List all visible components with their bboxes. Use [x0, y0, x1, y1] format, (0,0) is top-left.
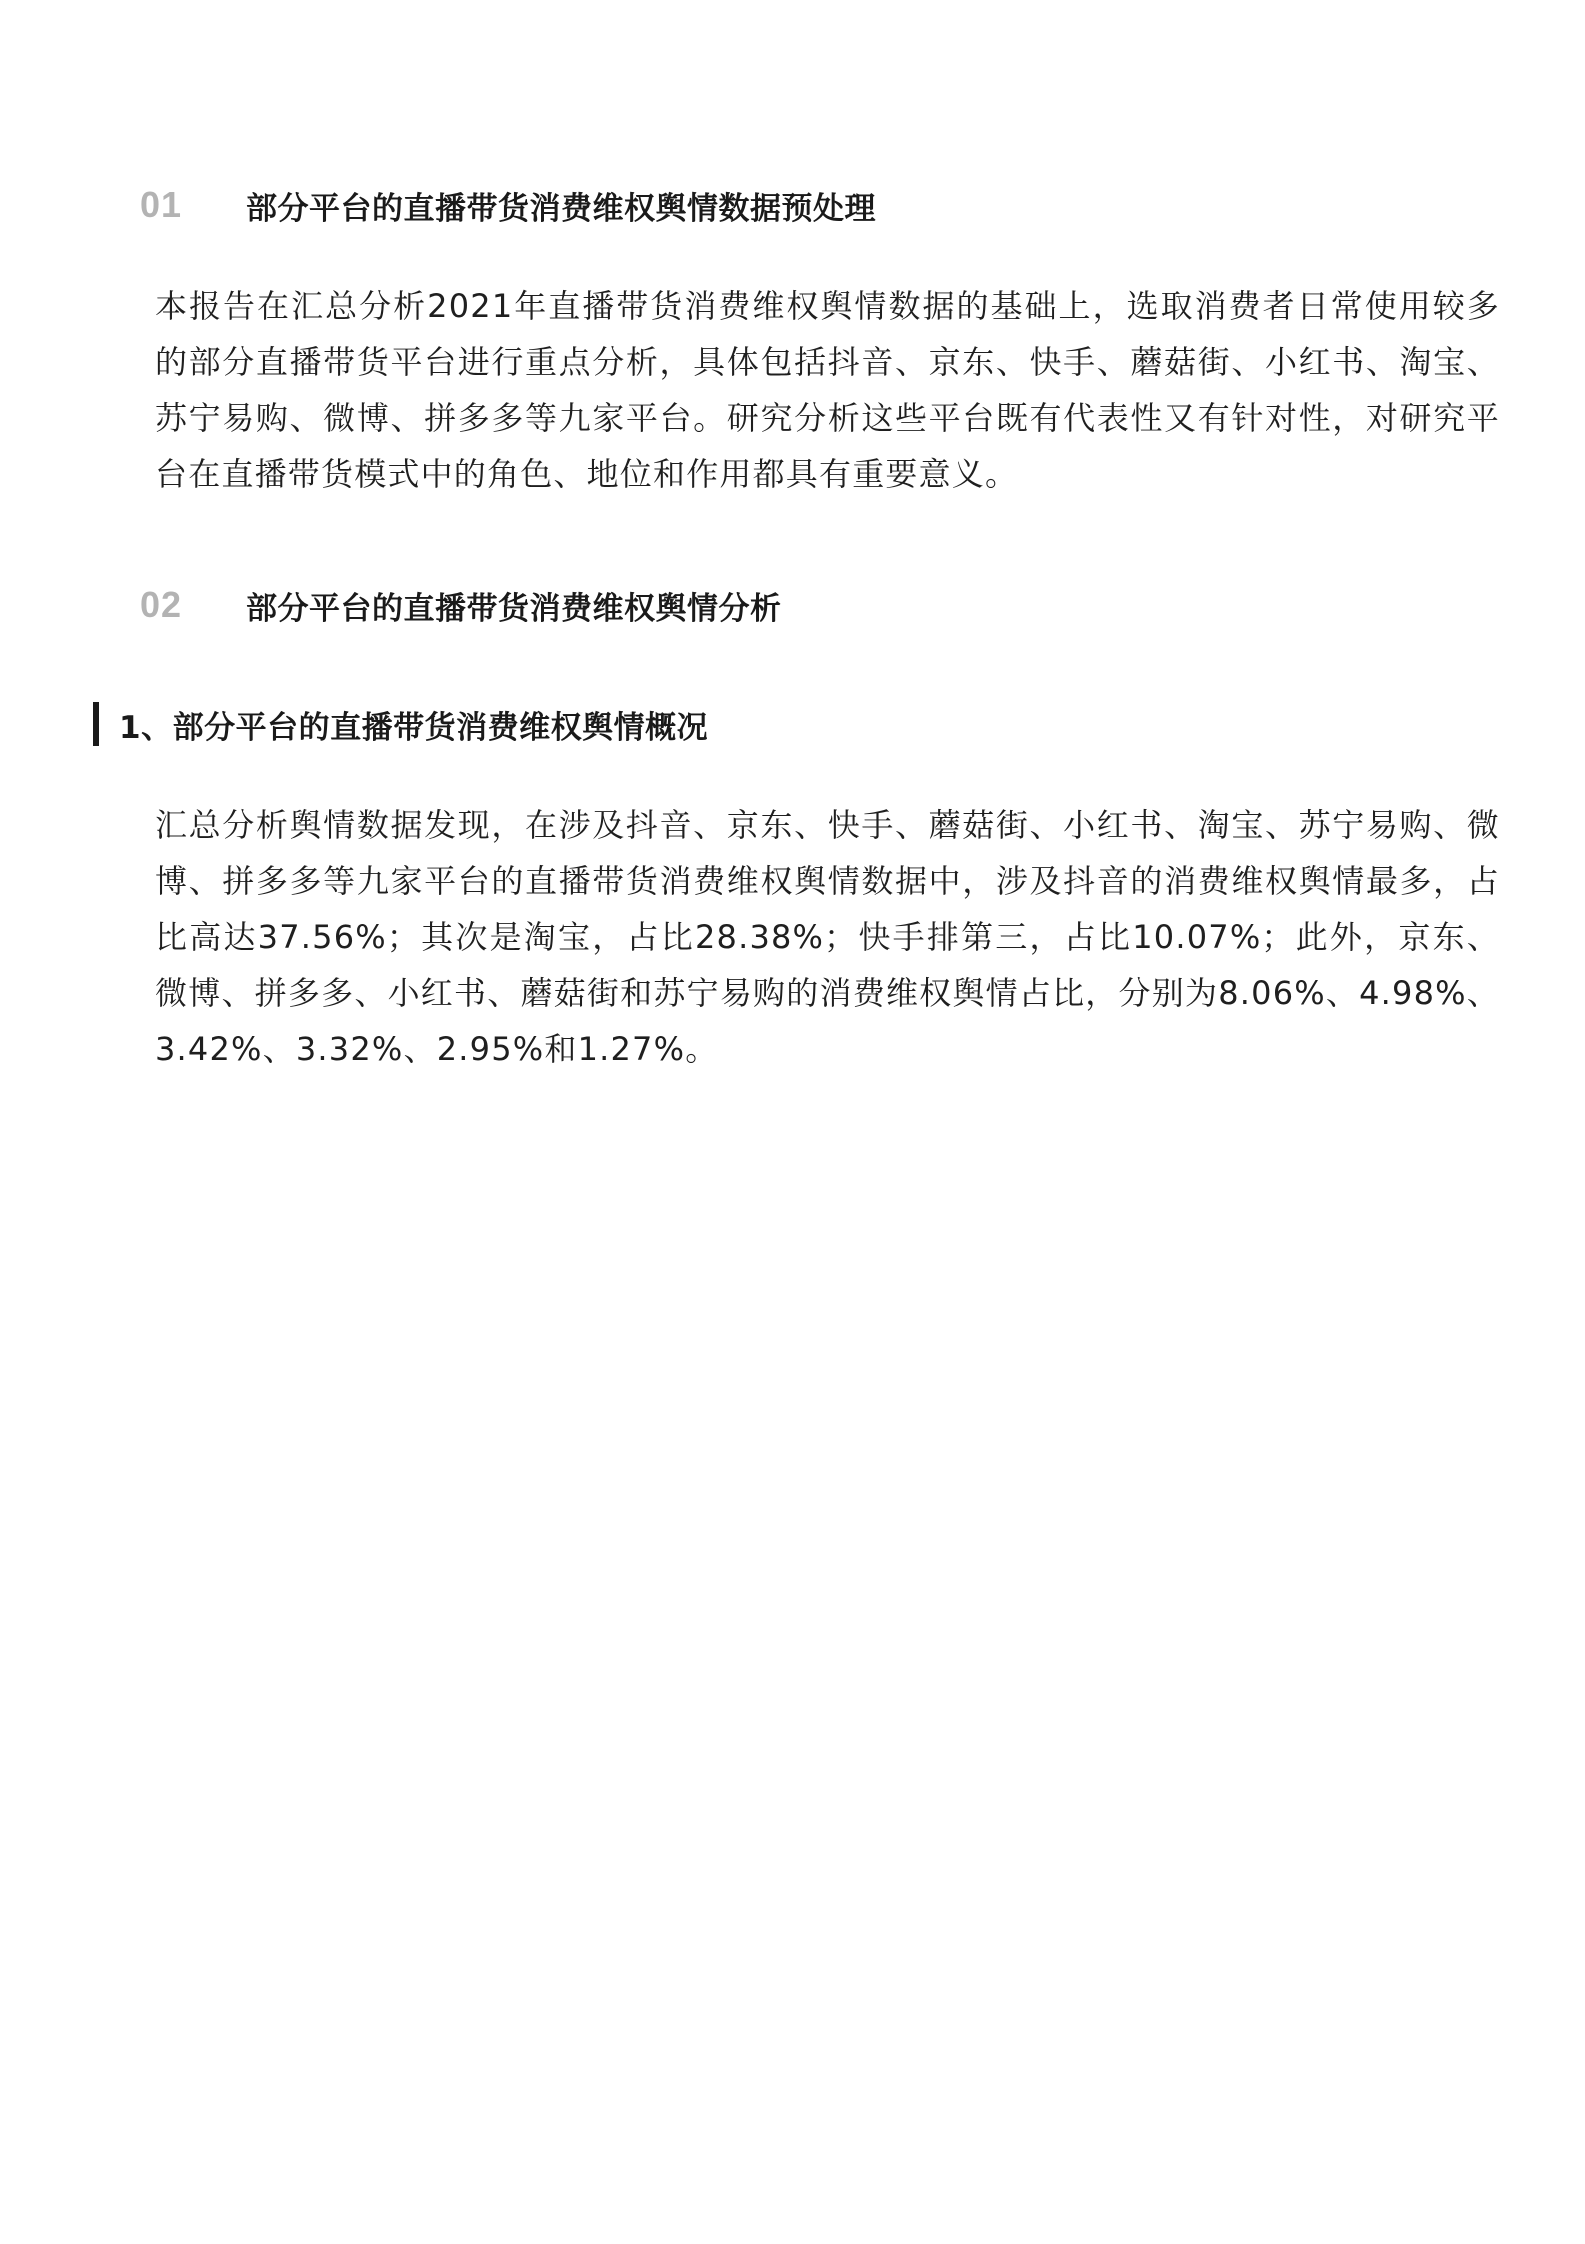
section-01-heading — [140, 175, 876, 235]
section-02-heading — [140, 575, 782, 635]
section-01-title: 部分平台的直播带货消费维权舆情数据预处理 — [246, 190, 876, 227]
subsection-paragraph: 汇总分析舆情数据发现，在涉及抖音、京东、快手、蘑菇街、小红书、淘宝、苏宁易购、微博、拼多多等九家平台的直播带货消费维权舆情数据中，涉及抖音的消费维权舆情最多，占比高达37.56%；其次是淘宝，占比28.38%；快手排第三，占比10.07%；此外，京东、微博、拼多多、小红书、蘑菇街和苏宁易购的消费维权舆情占比，分别为8.06%、4.98%、3.42%、3.32%、2.95%和1.27%。 — [155, 806, 1500, 1068]
section-01-number: 01 — [140, 184, 183, 225]
section-02-number: 02 — [140, 584, 183, 625]
section-01-paragraph: 本报告在汇总分析2021年直播带货消费维权舆情数据的基础上，选取消费者日常使用较多的部分直播带货平台进行重点分析，具体包括抖音、京东、快手、蘑菇街、小红书、淘宝、苏宁易购、微博、拼多多等九家平台。研究分析这些平台既有代表性又有针对性，对研究平台在直播带货模式中的角色、地位和作用都具有重要意义。 — [155, 287, 1500, 493]
section-02-title: 部分平台的直播带货消费维权舆情分析 — [246, 590, 782, 627]
subsection-bar-marker — [93, 702, 99, 746]
subsection-title: 1、部分平台的直播带货消费维权舆情概况 — [119, 709, 709, 746]
subsection-heading — [93, 700, 708, 748]
